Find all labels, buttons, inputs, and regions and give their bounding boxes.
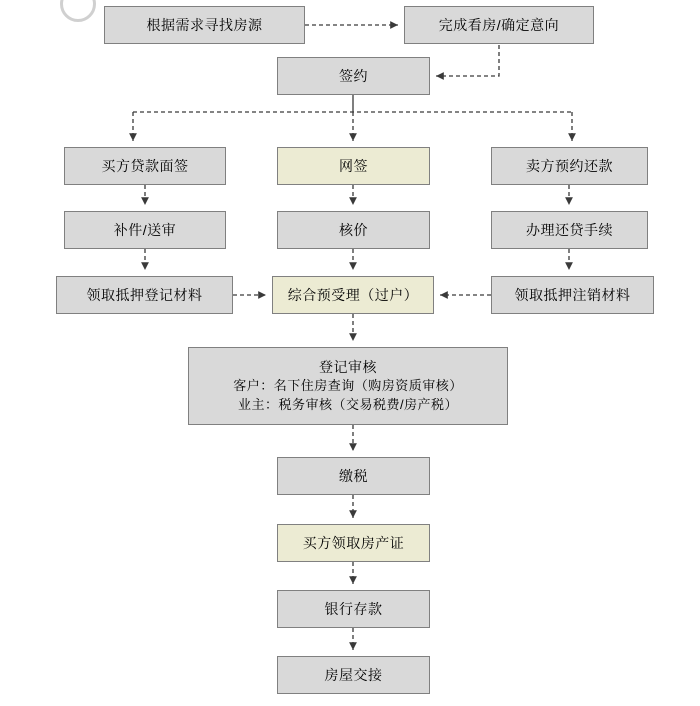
node-registration-review[interactable] <box>188 347 508 425</box>
node-viewing-complete[interactable] <box>404 6 594 44</box>
node-collect-mortgage-registration-materials[interactable] <box>56 276 233 314</box>
node-label: 领取抵押登记材料 <box>86 286 203 303</box>
node-sign-contract[interactable] <box>277 57 430 95</box>
node-label: 签约 <box>339 67 368 84</box>
node-label: 完成看房/确定意向 <box>438 16 560 33</box>
node-label: 买方贷款面签 <box>101 157 189 174</box>
node-supplement-documents[interactable] <box>64 211 226 249</box>
node-label: 根据需求寻找房源 <box>146 16 263 33</box>
node-label: 买方领取房产证 <box>302 534 405 551</box>
node-label-title: 登记审核 <box>319 359 377 375</box>
node-label-owner: 业主：税务审核（交易税费/房产税） <box>237 397 459 413</box>
node-pay-tax[interactable] <box>277 457 430 495</box>
node-label: 银行存款 <box>324 600 383 617</box>
node-label: 领取抵押注销材料 <box>514 286 631 303</box>
node-buyer-receive-property-certificate[interactable] <box>277 524 430 562</box>
node-bank-deposit[interactable] <box>277 590 430 628</box>
node-label: 缴税 <box>339 467 368 484</box>
node-label: 办理还贷手续 <box>526 221 613 238</box>
node-online-signing[interactable] <box>277 147 430 185</box>
node-process-repayment[interactable] <box>491 211 648 249</box>
node-price-verification[interactable] <box>277 211 430 249</box>
node-label: 网签 <box>339 157 368 174</box>
node-label: 房屋交接 <box>324 666 383 683</box>
node-buyer-loan-signing[interactable] <box>64 147 226 185</box>
node-label: 补件/送审 <box>113 221 177 238</box>
node-collect-mortgage-cancellation-materials[interactable] <box>491 276 654 314</box>
node-house-handover[interactable] <box>277 656 430 694</box>
node-find-listing[interactable] <box>104 6 305 44</box>
node-label-customer: 客户：名下住房查询（购房资质审核） <box>233 378 463 394</box>
node-label: 综合预受理（过户） <box>287 286 419 303</box>
node-seller-repayment-appointment[interactable] <box>491 147 648 185</box>
node-label: 核价 <box>339 221 368 238</box>
node-comprehensive-acceptance-transfer[interactable] <box>272 276 434 314</box>
node-label: 卖方预约还款 <box>526 157 613 174</box>
